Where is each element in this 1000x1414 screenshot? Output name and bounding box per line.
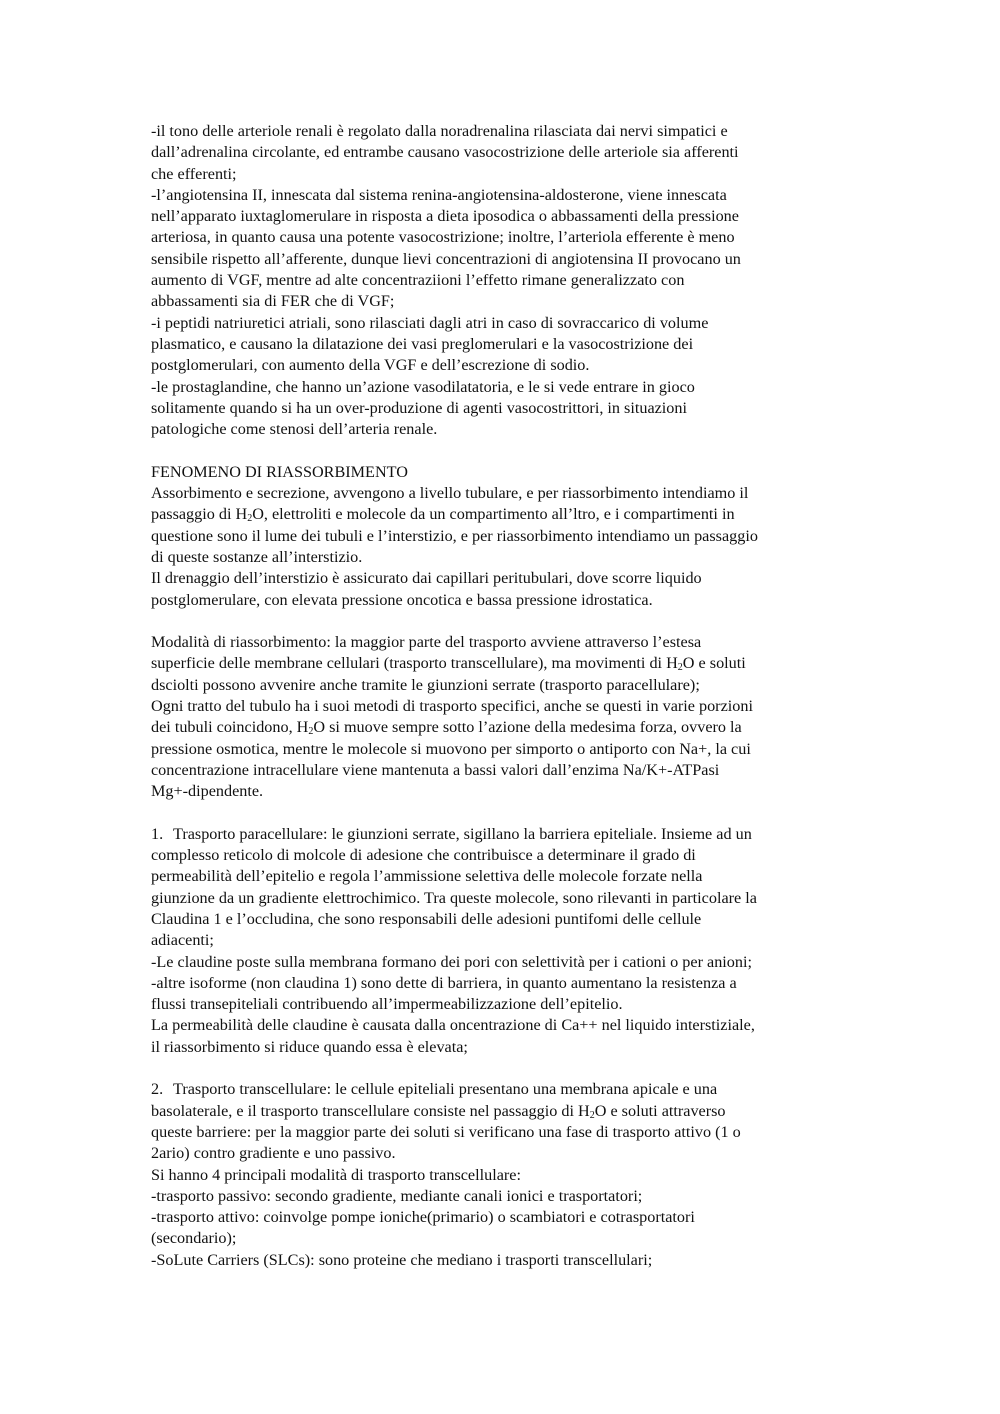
intro-paragraph [151, 121, 851, 440]
text-line: Ogni tratto del tubulo ha i suoi metodi di trasporto specifici, anche se questi in varie porzioni [151, 697, 753, 716]
text-line: Assorbimento e secrezione, avvengono a livello tubulare, e per riassorbimento intendiamo il [151, 484, 749, 503]
document-page [151, 121, 851, 1271]
text-line: permeabilità dell’epitelio e regola l’ammissione selettiva delle molecole forzate nella [151, 867, 703, 886]
text-line: plasmatico, e causano la dilatazione dei vasi preglomerulari e la vasocostrizione dei [151, 334, 694, 353]
reabsorption-paragraph [151, 483, 851, 611]
text-segment: passaggio di H [151, 505, 248, 524]
text-line: -i peptidi natriuretici atriali, sono rilasciati dagli atri in caso di sovraccarico di volume [151, 313, 709, 332]
subscript: 2 [589, 1109, 595, 1121]
text-line: abbassamenti sia di FER che di VGF; [151, 292, 395, 311]
text-line: flussi transepiteliali contribuendo all’impermeabilizzazione dell’epitelio. [151, 995, 623, 1014]
text-line [151, 504, 851, 525]
text-line: postglomerulari, con aumento della VGF e dell’escrezione di sodio. [151, 356, 590, 375]
text-line: -trasporto attivo: coinvolge pompe ioniche(primario) o scambiatori e cotrasportatori [151, 1208, 695, 1227]
numbered-item-paracellular [151, 824, 851, 1058]
text-line: Si hanno 4 principali modalità di trasporto transcellulare: [151, 1165, 521, 1184]
section-heading: FENOMENO DI RIASSORBIMENTO [151, 462, 408, 481]
text-line: il riassorbimento si riduce quando essa è elevata; [151, 1037, 468, 1056]
text-line: 2ario) contro gradiente e uno passivo. [151, 1144, 396, 1163]
text-line: complesso reticolo di molcole di adesione che contribuisce a determinare il grado di [151, 846, 696, 865]
text-line: Claudina 1 e l’occludina, che sono responsabili delle adesioni puntifomi delle cellule [151, 909, 702, 928]
text-line: Modalità di riassorbimento: la maggior parte del trasporto avviene attraverso l’estesa [151, 633, 702, 652]
text-segment: O e soluti attraverso [594, 1101, 726, 1120]
text-line: dsciolti possono avvenire anche tramite le giunzioni serrate (trasporto paracellulare); [151, 675, 700, 694]
text-line: nell’apparato iuxtaglomerulare in risposta a dieta iposodica o abbassamenti della pressione [151, 207, 739, 226]
modality-paragraph [151, 632, 851, 802]
text-line: che efferenti; [151, 164, 237, 183]
text-segment: dei tubuli coincidono, H [151, 718, 309, 737]
text-segment: Trasporto transcellulare: le cellule epiteliali presentano una membrana apicale e una [173, 1080, 718, 1099]
blank-line [151, 440, 851, 461]
blank-line [151, 1058, 851, 1079]
text-line [151, 653, 851, 674]
text-line [151, 717, 851, 738]
text-line: -il tono delle arteriole renali è regolato dalla noradrenalina rilasciata dai nervi simpatici e [151, 122, 728, 140]
text-line: questione sono il lume dei tubuli e l’interstizio, e per riassorbimento intendiamo un passaggio [151, 526, 758, 545]
text-line: pressione osmotica, mentre le molecole si muovono per simporto o antiporto con Na+, la cui [151, 739, 751, 758]
numbered-item-transcellular [151, 1079, 851, 1271]
text-line: sensibile rispetto all’afferente, dunque lievi concentrazioni di angiotensina II provocano un [151, 249, 741, 268]
text-segment: Trasporto paracellulare: le giunzioni serrate, sigillano la barriera epiteliale. Insieme ad un [173, 824, 752, 843]
text-line: -le prostaglandine, che hanno un’azione vasodilatatoria, e le si vede entrare in gioco [151, 377, 695, 396]
text-line: aumento di VGF, mentre ad alte concentraziioni l’effetto rimane generalizzato con [151, 271, 685, 290]
text-line: giunzione da un gradiente elettrochimico. Tra queste molecole, sono rilevanti in particolare la [151, 888, 757, 907]
text-line: postglomerulare, con elevata pressione oncotica e bassa pressione idrostatica. [151, 590, 653, 609]
text-line: (secondario); [151, 1229, 237, 1248]
text-line: concentrazione intracellulare viene mantenuta a bassi valori dall’enzima Na/K+-ATPasi [151, 760, 720, 779]
subscript: 2 [247, 513, 253, 525]
text-line: Il drenaggio dell’interstizio è assicurato dai capillari peritubulari, dove scorre liquido [151, 569, 702, 588]
text-line: La permeabilità delle claudine è causata dalla oncentrazione di Ca++ nel liquido interstiziale, [151, 1016, 755, 1035]
subscript: 2 [677, 662, 683, 674]
text-line: di queste sostanze all’interstizio. [151, 547, 363, 566]
blank-line [151, 803, 851, 824]
text-line: -Le claudine poste sulla membrana formano dei pori con selettività per i cationi o per anioni; [151, 952, 752, 971]
list-number: 1. [151, 824, 164, 843]
text-line: patologiche come stenosi dell’arteria renale. [151, 420, 438, 439]
text-line: solitamente quando si ha un over-produzione di agenti vasocostrittori, in situazioni [151, 398, 687, 417]
text-segment: O e soluti [682, 654, 746, 673]
text-line [151, 1079, 851, 1100]
text-line: adiacenti; [151, 931, 214, 950]
text-line [151, 824, 851, 845]
text-segment: O si muove sempre sotto l’azione della medesima forza, ovvero la [313, 718, 742, 737]
subscript: 2 [308, 726, 314, 738]
text-line: -l’angiotensina II, innescata dal sistema renina-angiotensina-aldosterone, viene innescata [151, 185, 727, 204]
text-line: arteriosa, in quanto causa una potente vasocostrizione; inoltre, l’arteriola efferente è meno [151, 228, 735, 247]
list-number: 2. [151, 1080, 164, 1099]
text-segment: basolaterale, e il trasporto transcellulare consiste nel passaggio di H [151, 1101, 590, 1120]
text-line: Mg+-dipendente. [151, 782, 264, 801]
text-line: queste barriere: per la maggior parte dei soluti si verificano una fase di trasporto attivo (1 o [151, 1122, 741, 1141]
text-line: -trasporto passivo: secondo gradiente, mediante canali ionici e trasportatori; [151, 1186, 643, 1205]
text-segment: superficie delle membrane cellulari (trasporto transcellulare), ma movimenti di H [151, 654, 678, 673]
text-line: -SoLute Carriers (SLCs): sono proteine che mediano i trasporti transcellulari; [151, 1250, 653, 1269]
blank-line [151, 611, 851, 632]
text-line: dall’adrenalina circolante, ed entrambe causano vasocostrizione delle arteriole sia afferenti [151, 143, 739, 162]
text-segment: O, elettroliti e molecole da un compartimento all’ltro, e i compartimenti in [252, 505, 735, 524]
text-line [151, 1101, 851, 1122]
text-line: -altre isoforme (non claudina 1) sono dette di barriera, in quanto aumentano la resistenza a [151, 973, 737, 992]
